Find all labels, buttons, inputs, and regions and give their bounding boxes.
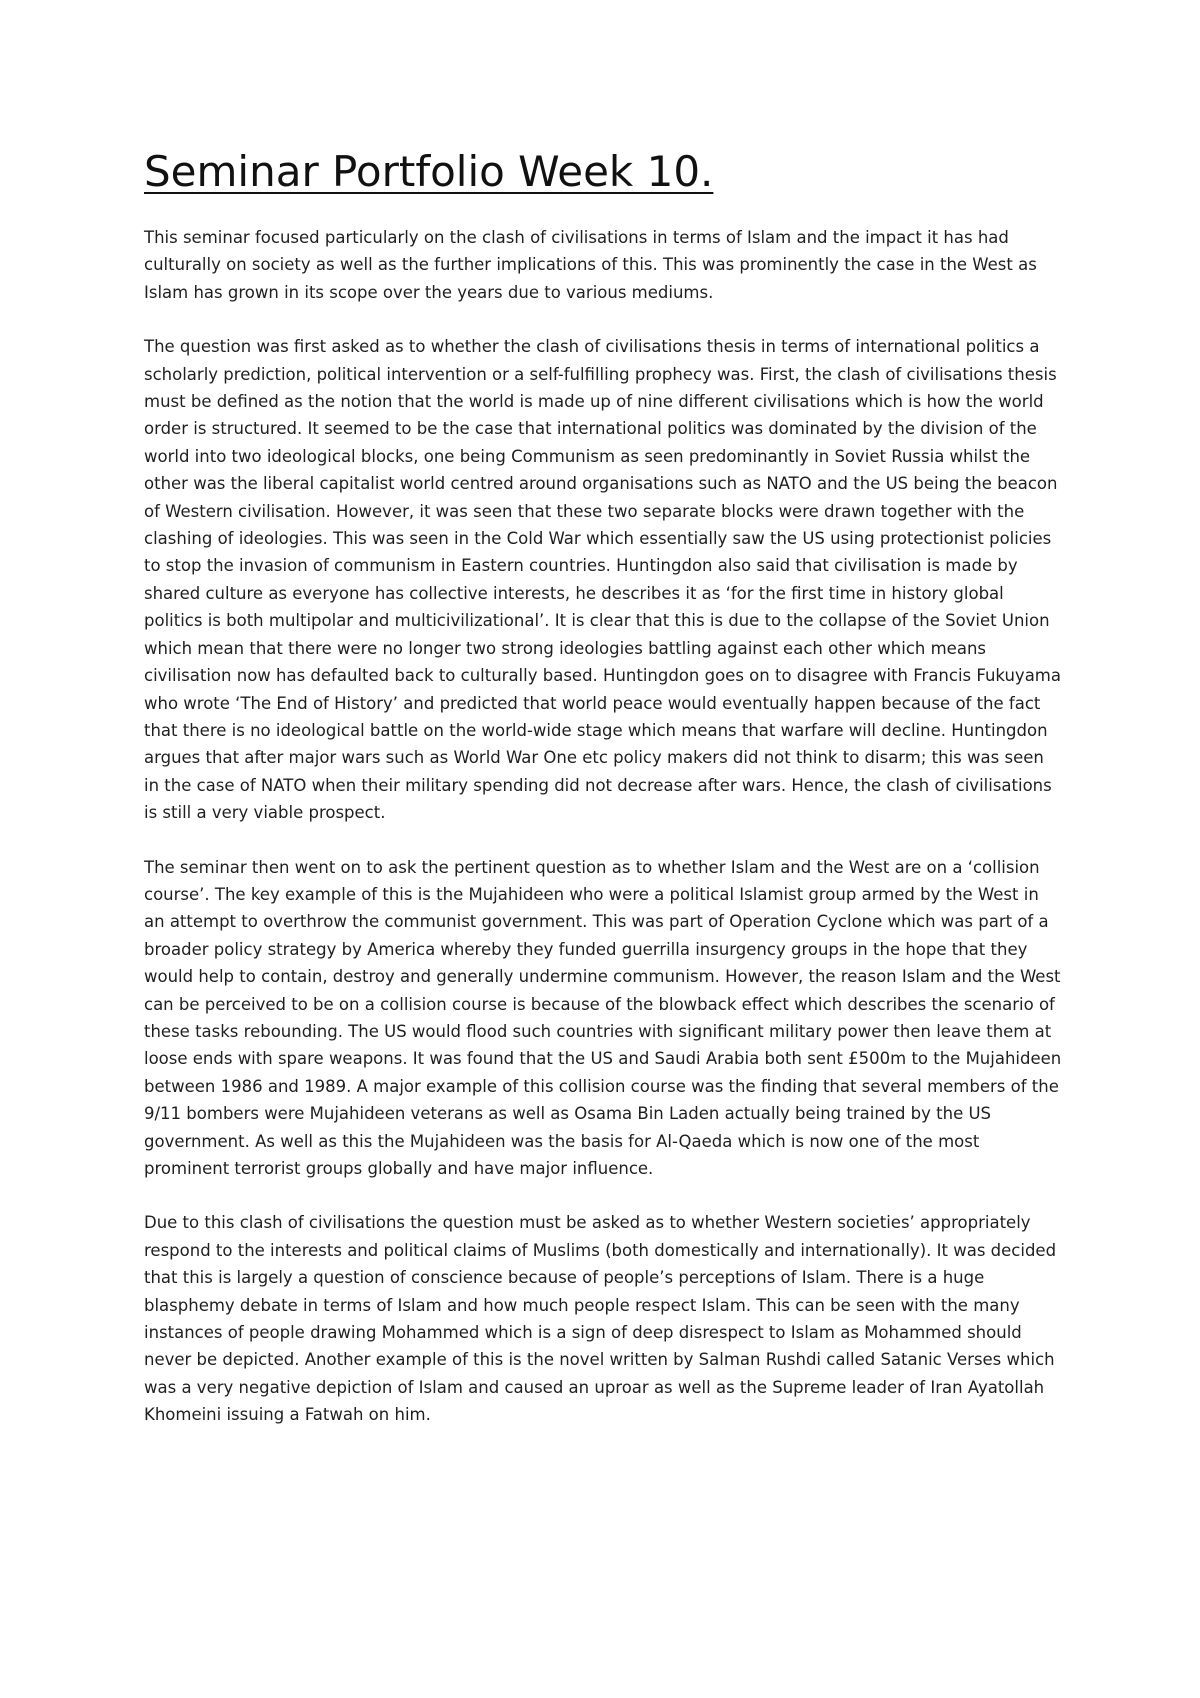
document-body [144,143,1064,1456]
page-title: Seminar Portfolio Week 10. [144,147,714,196]
paragraph-intro: This seminar focused particularly on the clash of civilisations in terms of Islam and the impact it has had culturally on society as well as the further implications of this. This was prominently the case in the West as Islam has grown in its scope over the years due to various mediums. [144,228,1037,302]
paragraph-clash-thesis: The question was first asked as to whether the clash of civilisations thesis in terms of international politics a scholarly prediction, political intervention or a self-fulfilling prophecy was. First, the clash of civilisations thesis must be defined as the notion that the world is made up of nine different civilisations which is how the world order is structured. It seemed to be the case that international politics was dominated by the division of the world into two ideological blocks, one being Communism as seen predominantly in Soviet Russia whilst the other was the liberal capitalist world centred around organisations such as NATO and the US being the beacon of Western civilisation. However, it was seen that these two separate blocks were drawn together with the clashing of ideologies. This was seen in the Cold War which essentially saw the US using protectionist policies to stop the invasion of communism in Eastern countries. Huntingdon also said that civilisation is made by shared culture as everyone has collective interests, he describes it as ‘for the first time in history global politics is both multipolar and multicivilizational’. It is clear that this is due to the collapse of the Soviet Union which mean that there were no longer two strong ideologies battling against each other which means civilisation now has defaulted back to culturally based. Huntingdon goes on to disagree with Francis Fukuyama who wrote ‘The End of History’ and predicted that world peace would eventually happen because of the fact that there is no ideological battle on the world-wide stage which means that warfare will decline. Huntingdon argues that after major wars such as World War One etc policy makers did not think to disarm; this was seen in the case of NATO when their military spending did not decrease after wars. Hence, the clash of civilisations is still a very viable prospect. [144,337,1061,823]
paragraph-western-response: Due to this clash of civilisations the question must be asked as to whether Western societies’ appropriately respond to the interests and political claims of Muslims (both domestically and internationally). It was decided that this is largely a question of conscience because of people’s perceptions of Islam. There is a huge blasphemy debate in terms of Islam and how much people respect Islam. This can be seen with the many instances of people drawing Mohammed which is a sign of deep disrespect to Islam as Mohammed should never be depicted. Another example of this is the novel written by Salman Rushdi called Satanic Verses which was a very negative depiction of Islam and caused an uproar as well as the Supreme leader of Iran Ayatollah Khomeini issuing a Fatwah on him. [144,1213,1057,1425]
paragraph-collision-course: The seminar then went on to ask the pertinent question as to whether Islam and the West are on a ‘collision course’. The key example of this is the Mujahideen who were a political Islamist group armed by the West in an attempt to overthrow the communist government. This was part of Operation Cyclone which was part of a broader policy strategy by America whereby they funded guerrilla insurgency groups in the hope that they would help to contain, destroy and generally undermine communism. However, the reason Islam and the West can be perceived to be on a collision course is because of the blowback effect which describes the scenario of these tasks rebounding. The US would flood such countries with significant military power then leave them at loose ends with spare weapons. It was found that the US and Saudi Arabia both sent £500m to the Mujahideen between 1986 and 1989. A major example of this collision course was the finding that several members of the 9/11 bombers were Mujahideen veterans as well as Osama Bin Laden actually being trained by the US government. As well as this the Mujahideen was the basis for Al-Qaeda which is now one of the most prominent terrorist groups globally and have major influence. [144,857,1062,1178]
